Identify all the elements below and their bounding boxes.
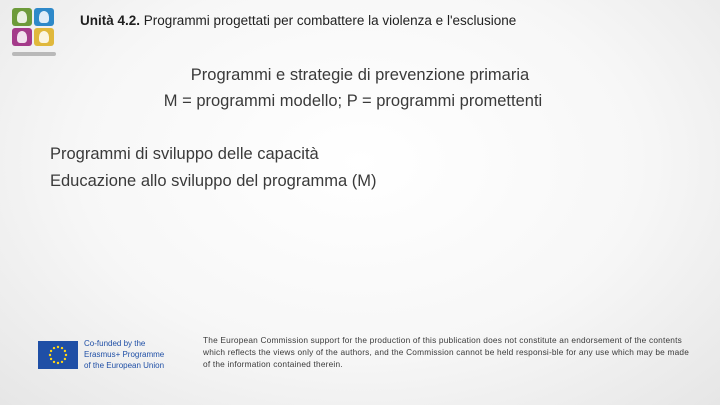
eu-star-icon — [64, 350, 66, 352]
subtitle-line-2: M = programmi modello; P = programmi promettenti — [163, 92, 543, 110]
eu-star-icon — [61, 361, 63, 363]
eu-star-icon — [57, 362, 59, 364]
unit-label: Unità 4.2. — [80, 13, 141, 28]
eu-flag-icon — [38, 341, 78, 369]
project-logo — [12, 8, 56, 60]
eu-text-line: of the European Union — [84, 361, 165, 370]
eu-star-icon — [65, 354, 67, 356]
logo-tiles — [12, 8, 56, 48]
eu-star-icon — [50, 350, 52, 352]
eu-star-icon — [53, 361, 55, 363]
logo-figure-icon — [17, 11, 27, 23]
eu-star-icon — [61, 347, 63, 349]
content-line-2: Educazione allo sviluppo del programma (M) — [50, 172, 377, 190]
logo-figure-icon — [17, 31, 27, 43]
erasmus-cofunded-text — [84, 338, 164, 371]
logo-figure-icon — [39, 11, 49, 23]
unit-title-text: Programmi progettati per combattere la violenza e l'esclusione — [143, 13, 517, 28]
eu-star-icon — [53, 347, 55, 349]
logo-caption — [12, 52, 56, 56]
eu-text-line: Erasmus+ Programme — [84, 350, 165, 359]
content-line-1: Programmi di sviluppo delle capacità — [50, 145, 319, 163]
unit-title — [80, 13, 516, 28]
disclaimer-text: The European Commission support for the production of this publication does not constitute an endorsement of the contents which reflects the views only of the authors, and the Commission cannot be held responsi-ble for any use which may be made of the information contained therein. — [203, 335, 690, 369]
eu-star-icon — [57, 346, 59, 348]
eu-star-icon — [50, 358, 52, 360]
subtitle-line-1: Programmi e strategie di prevenzione primaria — [190, 66, 530, 84]
eu-star-icon — [49, 354, 51, 356]
eu-star-icon — [64, 358, 66, 360]
eu-text-line: Co-funded by the — [84, 339, 146, 348]
logo-figure-icon — [39, 31, 49, 43]
